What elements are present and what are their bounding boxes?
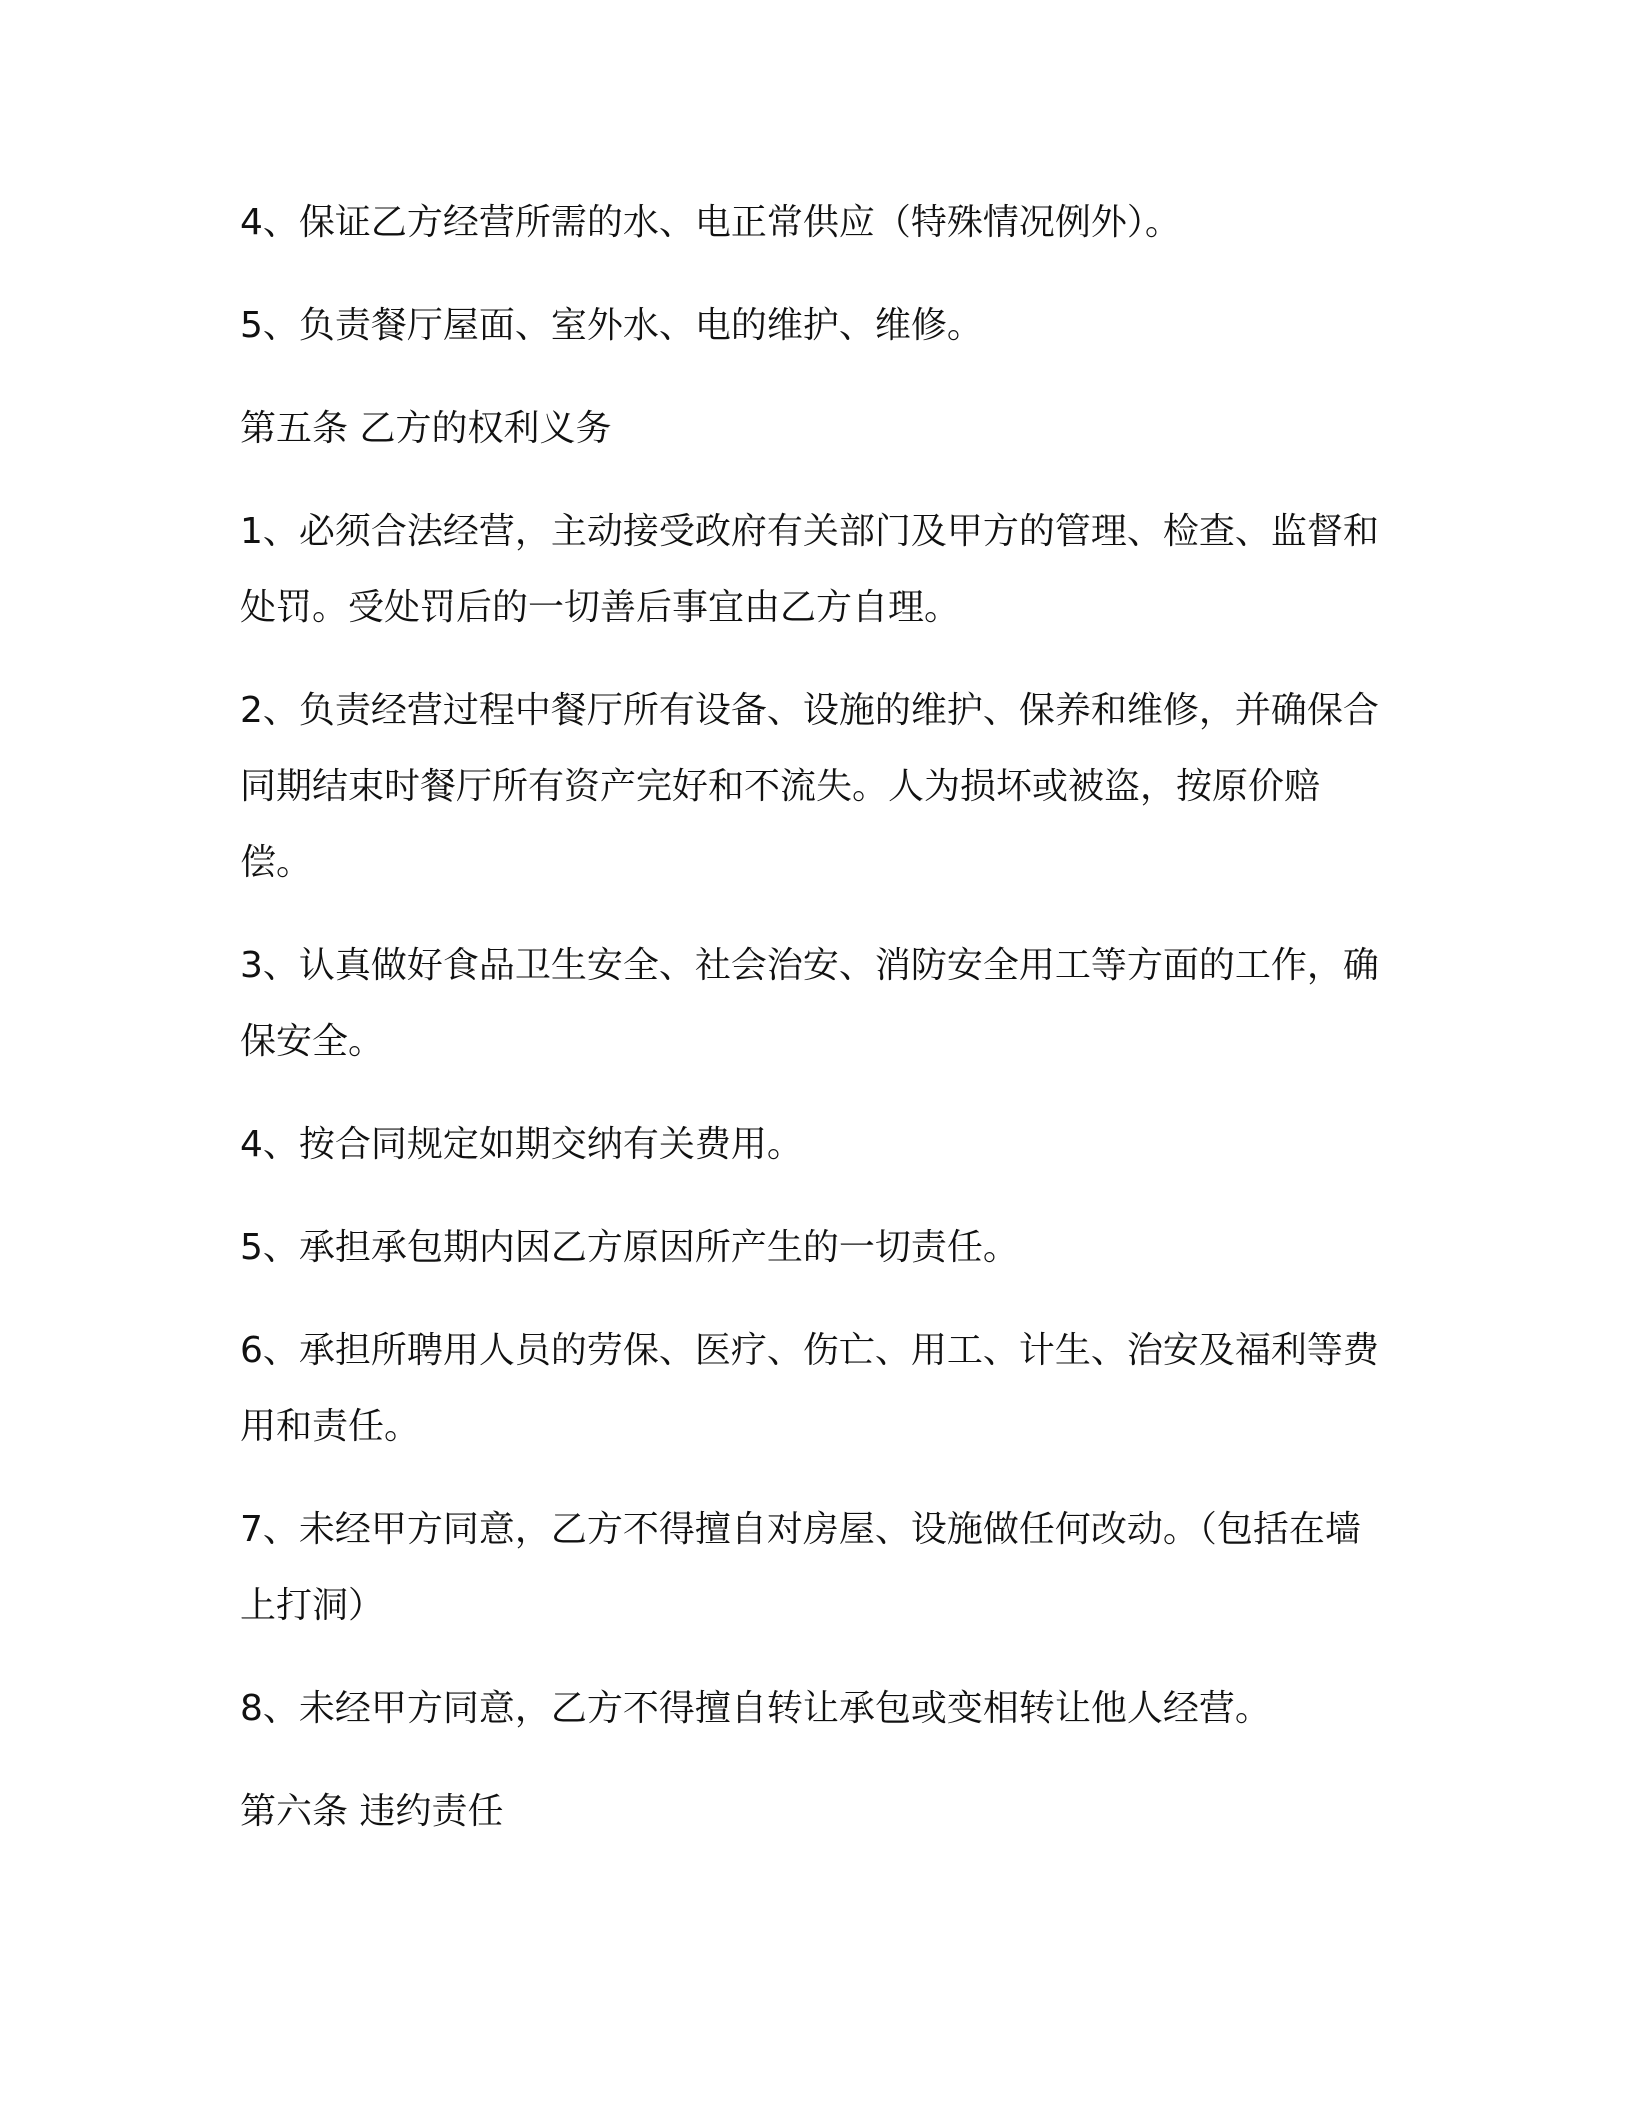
paragraph-item-8-no-transfer: 8、未经甲方同意，乙方不得擅自转让承包或变相转让他人经营。: [240, 1688, 1271, 1729]
document-page: [240, 185, 1390, 1877]
section-heading-article-5: 第五条 乙方的权利义务: [240, 408, 612, 449]
paragraph-item-3-safety: 3、认真做好食品卫生安全、社会治安、消防安全用工等方面的工作，确保安全。: [240, 945, 1379, 1062]
paragraph-item-6-staff-costs: 6、承担所聘用人员的劳保、医疗、伤亡、用工、计生、治安及福利等费用和责任。: [240, 1330, 1379, 1447]
section-heading-article-6: 第六条 违约责任: [240, 1791, 504, 1832]
paragraph-item-5-responsibility: 5、承担承包期内因乙方原因所产生的一切责任。: [240, 1227, 1019, 1268]
paragraph-item-1-legal-operation: 1、必须合法经营，主动接受政府有关部门及甲方的管理、检查、监督和处罚。受处罚后的一切善后事宜由乙方自理。: [240, 511, 1379, 628]
paragraph-item-5-maintenance: 5、负责餐厅屋面、室外水、电的维护、维修。: [240, 305, 983, 346]
paragraph-item-4-fees: 4、按合同规定如期交纳有关费用。: [240, 1124, 803, 1165]
paragraph-item-4-water-electricity: 4、保证乙方经营所需的水、电正常供应（特殊情况例外）。: [240, 202, 1181, 243]
paragraph-item-2-equipment-maintenance: 2、负责经营过程中餐厅所有设备、设施的维护、保养和维修，并确保合同期结束时餐厅所有资产完好和不流失。人为损坏或被盗，按原价赔偿。: [240, 690, 1379, 883]
paragraph-item-7-no-alterations: 7、未经甲方同意，乙方不得擅自对房屋、设施做任何改动。（包括在墙上打洞）: [240, 1509, 1361, 1626]
